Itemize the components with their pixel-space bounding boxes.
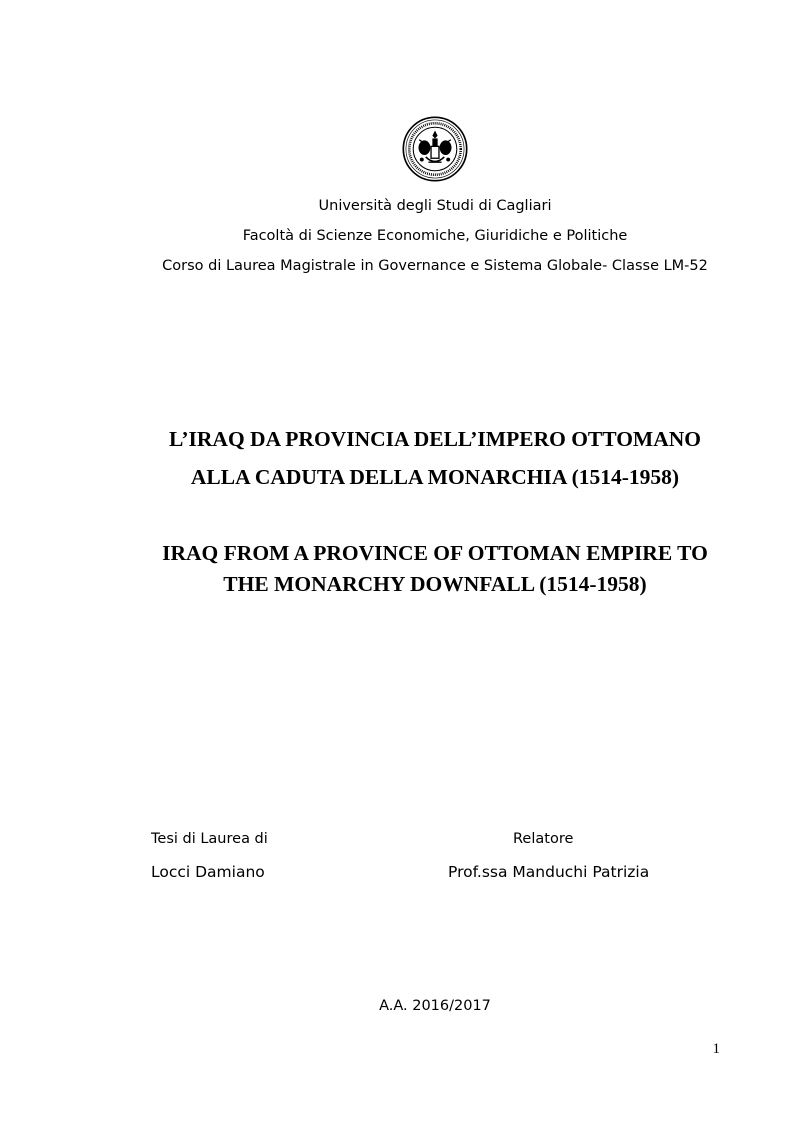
thesis-title-italian-line-1: L’IRAQ DA PROVINCIA DELL’IMPERO OTTOMANO (169, 427, 701, 451)
thesis-title-english-line-2: THE MONARCHY DOWNFALL (1514-1958) (223, 572, 647, 596)
university-seal-logo (402, 116, 468, 182)
academic-year: A.A. 2016/2017 (379, 998, 491, 1014)
author-label: Tesi di Laurea di (151, 831, 268, 847)
faculty-name: Facoltà di Scienze Economiche, Giuridiche e Politiche (242, 228, 628, 244)
supervisor-name: Prof.ssa Manduchi Patrizia (448, 863, 650, 881)
thesis-title-english-line-1: IRAQ FROM A PROVINCE OF OTTOMAN EMPIRE TO (162, 541, 708, 565)
author-name: Locci Damiano (151, 863, 265, 881)
thesis-title-italian-line-2: ALLA CADUTA DELLA MONARCHIA (1514-1958) (190, 465, 680, 489)
university-name: Università degli Studi di Cagliari (318, 198, 552, 214)
supervisor-label: Relatore (513, 831, 574, 847)
page-number: 1 (712, 1041, 720, 1057)
degree-course: Corso di Laurea Magistrale in Governance e Sistema Globale- Classe LM-52 (162, 258, 708, 274)
